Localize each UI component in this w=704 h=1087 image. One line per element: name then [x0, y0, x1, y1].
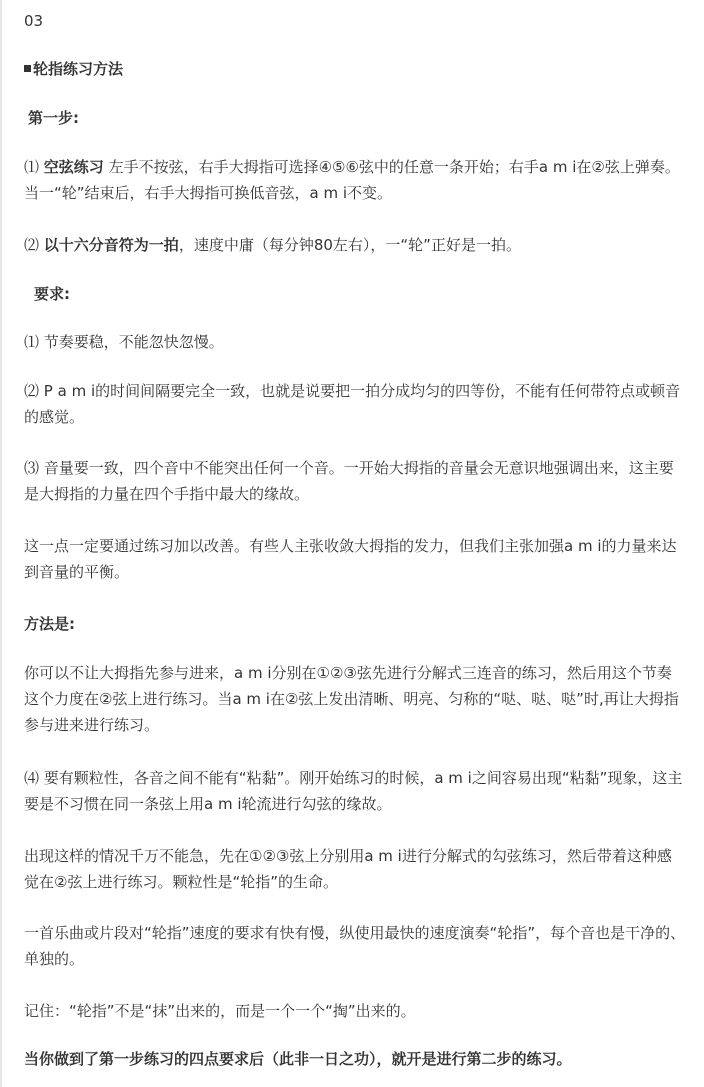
list-marker: ⑴ [24, 158, 40, 176]
list-marker: ⑵ [24, 382, 40, 400]
list-marker: ⑴ [24, 333, 40, 351]
emphasis-text: 以十六分音符为一拍 [43, 236, 179, 254]
paragraph-text: ，速度中庸（每分钟80左右），一“轮”正好是一拍。 [178, 236, 521, 254]
section-number: 03 [24, 12, 44, 30]
requirement-3 [24, 455, 686, 507]
paragraph-sixteenth-notes [24, 232, 686, 258]
method-paragraph: 你可以不让大拇指先参与进来，a m i分别在①②③弦先进行分解式三连音的练习，然后用这个节奏这个力度在②弦上进行练习。当a m i在②弦上发出清晰、明亮、匀称的“哒、哒、哒”时,再让大拇指参与进来进行练习。 [24, 664, 679, 734]
note-paragraph-2: 出现这样的情况千万不能急，先在①②③弦上分别用a m i进行分解式的勾弦练习，然后带着这种感觉在②弦上进行练习。颗粒性是“轮指”的生命。 [24, 847, 672, 891]
requirements-heading: 要求: [34, 285, 70, 303]
note-paragraph-3: 一首乐曲或片段对“轮指”速度的要求有快有慢，纵使用最快的速度演奏“轮指”，每个音也是干净的、单独的。 [24, 924, 686, 968]
requirement-text: 音量要一致，四个音中不能突出任何一个音。一开始大拇指的音量会无意识地强调出来，这主要是大拇指的力量在四个手指中最大的缘故。 [24, 459, 674, 503]
note-paragraph-1: 这一点一定要通过练习加以改善。有些人主张收敛大拇指的发力，但我们主张加强a m i的力量来达到音量的平衡。 [24, 537, 677, 581]
requirement-text: 要有颗粒性，各音之间不能有“粘黏”。刚开始练习的时候，a m i之间容易出现“粘黏”现象，这主要是不习惯在同一条弦上用a m i轮流进行勾弦的缘故。 [24, 769, 683, 813]
paragraph-open-string-practice [24, 154, 686, 206]
paragraph-text: 左手不按弦，右手大拇指可选择④⑤⑥弦中的任意一条开始；右手a m i在②弦上弹奏。当一“轮”结束后，右手大拇指可换低音弦，a m i不变。 [24, 158, 680, 202]
list-marker: ⑵ [24, 236, 40, 254]
list-marker: ⑶ [24, 459, 40, 477]
emphasis-text: 空弦练习 [43, 158, 104, 176]
requirement-text: 节奏要稳，不能忽快忽慢。 [43, 333, 224, 351]
requirement-1 [24, 329, 686, 355]
conclusion-paragraph: 当你做到了第一步练习的四点要求后（此非一日之功），就开是进行第二步的练习。 [24, 1050, 572, 1068]
method-heading: 方法是: [24, 615, 75, 633]
requirement-2 [24, 378, 686, 430]
square-bullet-icon [24, 65, 31, 72]
section-title-text: 轮指练习方法 [33, 60, 124, 78]
requirement-text: P a m i的时间间隔要完全一致，也就是说要把一拍分成均匀的四等份，不能有任何带符点或顿音的感觉。 [24, 382, 681, 426]
section-title [24, 56, 686, 82]
note-paragraph-4: 记住：“轮指”不是“抹”出来的，而是一个一个“掏”出来的。 [24, 1002, 416, 1020]
step1-heading: 第一步: [28, 109, 79, 127]
requirement-4 [24, 765, 686, 817]
list-marker: ⑷ [24, 769, 40, 787]
